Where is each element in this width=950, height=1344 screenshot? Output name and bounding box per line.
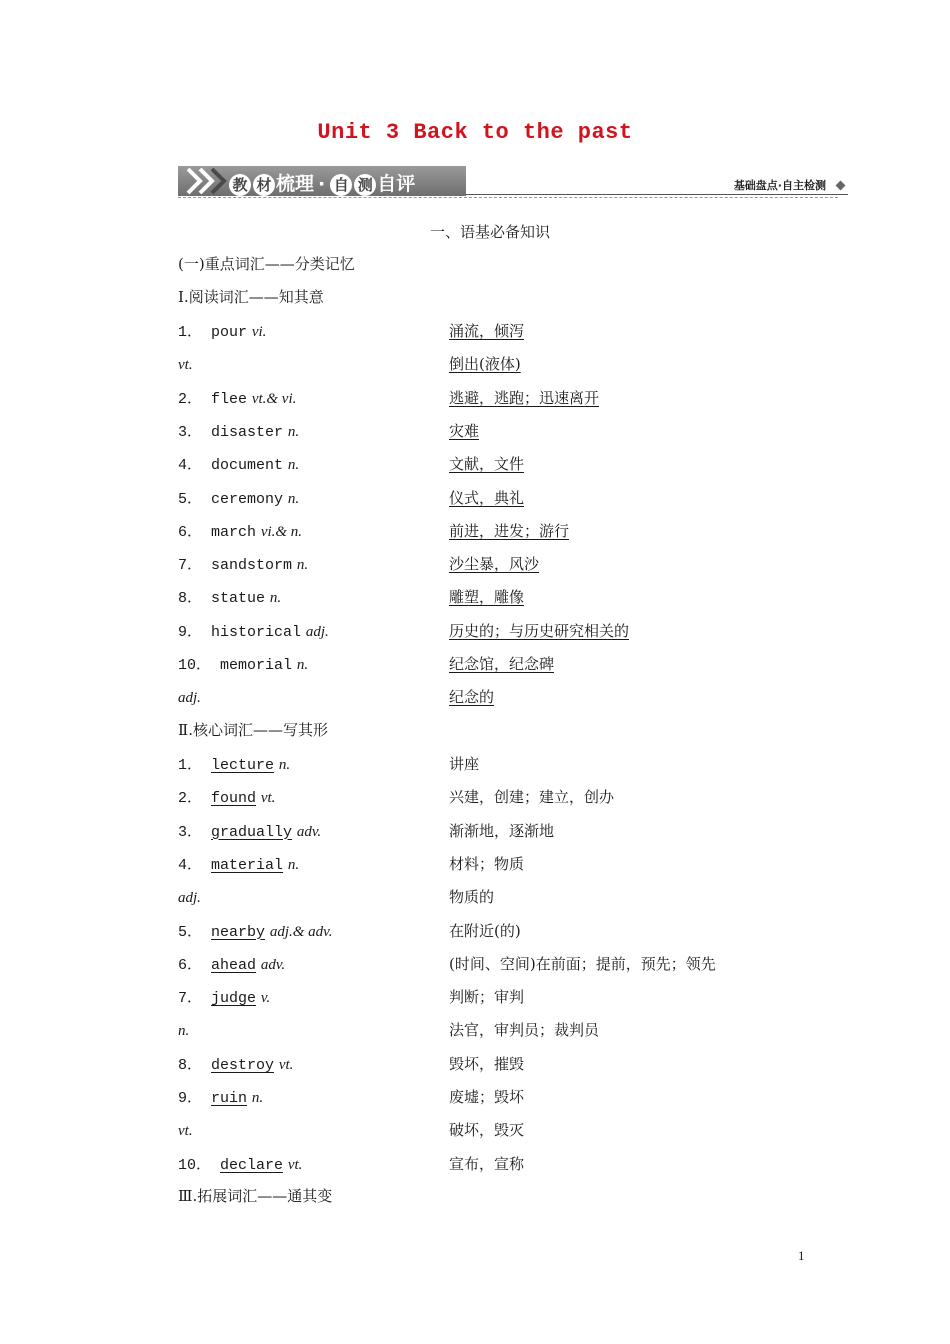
banner-dot: ·	[318, 173, 326, 195]
part-of-speech: n.	[296, 557, 309, 574]
diamond-icon	[836, 181, 846, 191]
vocab-meaning: (时间、空间)在前面；提前，预先；领先	[449, 954, 716, 973]
vocab-term	[178, 554, 308, 576]
section-banner	[178, 166, 848, 196]
item-number: 4．	[178, 457, 212, 475]
vocab-term	[178, 354, 193, 375]
part-of-speech: adj.	[178, 690, 201, 707]
vocab-word: flee	[211, 390, 248, 408]
item-number: 1．	[178, 324, 212, 341]
part-of-speech: n.	[296, 657, 309, 673]
vocab-term	[178, 1154, 302, 1176]
part-of-speech: n.	[178, 1023, 190, 1040]
part-of-speech: vt.	[278, 1056, 294, 1073]
part-of-speech: adj.& adv.	[269, 923, 333, 940]
vocab-meaning: 倒出(液体)	[449, 355, 521, 374]
vocab-word: ahead	[211, 956, 257, 974]
part-of-speech: vt.	[178, 1123, 193, 1140]
part1-heading: Ⅰ.阅读词汇——知其意	[178, 288, 324, 306]
banner-subtitle: 基础盘点·自主检测	[733, 179, 826, 192]
part-of-speech: adj.	[305, 623, 329, 640]
vocab-term	[178, 1054, 293, 1076]
item-number: 7．	[178, 990, 212, 1008]
part-of-speech: adv.	[296, 823, 322, 840]
vocab-term	[178, 821, 321, 843]
vocab-word: ruin	[211, 1090, 248, 1107]
item-number: 2．	[178, 790, 212, 808]
part-of-speech: vi.& n.	[260, 523, 303, 540]
vocab-term	[178, 654, 308, 676]
item-number: 7．	[178, 557, 212, 575]
vocab-term	[178, 1087, 263, 1109]
vocab-word: pour	[211, 324, 248, 341]
vocab-meaning: 文献，文件	[449, 455, 525, 474]
vocab-meaning: 仪式，典礼	[449, 488, 525, 507]
vocab-term	[178, 921, 332, 943]
banner-char-jiao: 教	[229, 174, 251, 196]
vocab-meaning: 破坏，毁灭	[449, 1121, 525, 1140]
subsection-heading: (一)重点词汇——分类记忆	[178, 255, 355, 273]
part-of-speech: n.	[287, 457, 300, 474]
vocab-meaning: 在附近(的)	[449, 921, 521, 940]
part-of-speech: vt.	[260, 790, 276, 807]
vocab-word: found	[211, 790, 257, 808]
part-of-speech: n.	[251, 1090, 264, 1106]
vocab-meaning: 法官，审判员；裁判员	[449, 1021, 600, 1040]
vocab-term	[178, 954, 285, 976]
vocab-meaning: 废墟；毁坏	[449, 1088, 525, 1106]
page-number: 1	[798, 1248, 805, 1263]
vocab-word: nearby	[211, 923, 266, 941]
vocab-meaning: 雕塑，雕像	[449, 588, 525, 607]
banner-dashed-rule	[178, 197, 838, 198]
part-of-speech: vt.	[287, 1156, 303, 1173]
part-of-speech: adv.	[260, 956, 286, 973]
vocab-meaning: 物质的	[449, 888, 495, 907]
item-number: 8．	[178, 1056, 212, 1074]
vocab-term	[178, 754, 290, 776]
page-title: Unit 3 Back to the past	[317, 120, 633, 145]
vocab-word: lecture	[211, 757, 275, 774]
part-of-speech: vt.	[178, 357, 193, 374]
vocab-word: declare	[220, 1156, 284, 1174]
item-number: 6．	[178, 956, 212, 974]
item-number: 10．	[178, 1156, 221, 1174]
vocab-word: material	[211, 856, 284, 874]
banner-text-shuli: 梳理	[276, 173, 315, 195]
vocab-term	[178, 621, 329, 643]
vocab-meaning: 逃避，逃跑；迅速离开	[449, 388, 600, 407]
vocab-word: judge	[211, 990, 257, 1008]
vocab-meaning: 灾难	[449, 421, 480, 440]
vocab-meaning: 历史的；与历史研究相关的	[449, 621, 630, 640]
vocab-meaning: 渐渐地，逐渐地	[449, 821, 555, 840]
item-number: 1．	[178, 757, 212, 774]
vocab-term	[178, 388, 296, 410]
vocab-term	[178, 1020, 189, 1041]
vocab-meaning: 纪念馆，纪念碑	[449, 655, 555, 673]
part-of-speech: n.	[287, 490, 300, 507]
vocab-meaning: 兴建，创建；建立，创办	[449, 788, 615, 807]
vocab-term	[178, 421, 299, 443]
banner-char-cai: 材	[253, 174, 275, 196]
part-of-speech: n.	[287, 856, 300, 873]
part-of-speech: vi.	[251, 324, 267, 340]
part-of-speech: n.	[269, 590, 282, 607]
banner-text-ziping: 自评	[377, 173, 416, 195]
item-number: 4．	[178, 856, 212, 874]
vocab-word: destroy	[211, 1056, 275, 1074]
item-number: 6．	[178, 523, 212, 541]
vocab-term	[178, 687, 201, 708]
part-of-speech: n.	[287, 423, 300, 440]
item-number: 3．	[178, 823, 212, 841]
vocab-term	[178, 854, 299, 876]
banner-title	[228, 169, 415, 196]
vocab-term	[178, 987, 270, 1009]
vocab-meaning: 毁坏，摧毁	[449, 1054, 525, 1073]
part-of-speech: adj.	[178, 890, 201, 907]
vocab-term	[178, 887, 201, 908]
vocab-word: gradually	[211, 823, 293, 841]
vocab-term	[178, 521, 302, 543]
vocab-meaning: 涌流，倾泻	[449, 322, 525, 340]
item-number: 5．	[178, 490, 212, 508]
vocab-meaning: 纪念的	[449, 688, 495, 707]
item-number: 5．	[178, 923, 212, 941]
vocab-term	[178, 454, 299, 476]
banner-rule	[466, 194, 848, 195]
item-number: 8．	[178, 590, 212, 608]
part-of-speech: v.	[260, 990, 271, 1007]
item-number: 10．	[178, 657, 221, 674]
part-of-speech: vt.& vi.	[251, 390, 297, 407]
part3-heading: Ⅲ.拓展词汇——通其变	[178, 1187, 333, 1205]
item-number: 3．	[178, 423, 212, 441]
vocab-term	[178, 787, 275, 809]
vocab-meaning: 沙尘暴，风沙	[449, 555, 540, 574]
part-of-speech: n.	[278, 757, 291, 773]
item-number: 2．	[178, 390, 212, 408]
banner-char-ce: 测	[354, 174, 376, 196]
vocab-word: sandstorm	[211, 557, 293, 575]
vocab-term	[178, 321, 266, 343]
vocab-meaning: 前进，进发；游行	[449, 521, 570, 540]
vocab-term	[178, 1120, 193, 1141]
banner-char-zi: 自	[330, 174, 352, 196]
vocab-word: ceremony	[211, 490, 284, 508]
vocab-word: statue	[211, 590, 266, 608]
vocab-word: march	[211, 523, 257, 541]
item-number: 9．	[178, 1090, 212, 1107]
vocab-term	[178, 587, 281, 609]
vocab-word: historical	[211, 623, 302, 641]
item-number: 9．	[178, 623, 212, 641]
section-title: 一、语基必备知识	[429, 223, 550, 241]
part2-heading: Ⅱ.核心词汇——写其形	[178, 721, 328, 739]
vocab-meaning: 讲座	[449, 755, 480, 773]
chevron-right-icon	[184, 167, 228, 195]
vocab-word: document	[211, 457, 284, 475]
vocab-word: memorial	[220, 657, 293, 674]
vocab-meaning: 材料；物质	[449, 854, 525, 873]
vocab-meaning: 判断；审判	[449, 988, 525, 1007]
vocab-term	[178, 488, 299, 510]
vocab-meaning: 宣布，宣称	[449, 1154, 525, 1173]
vocab-word: disaster	[211, 423, 284, 441]
